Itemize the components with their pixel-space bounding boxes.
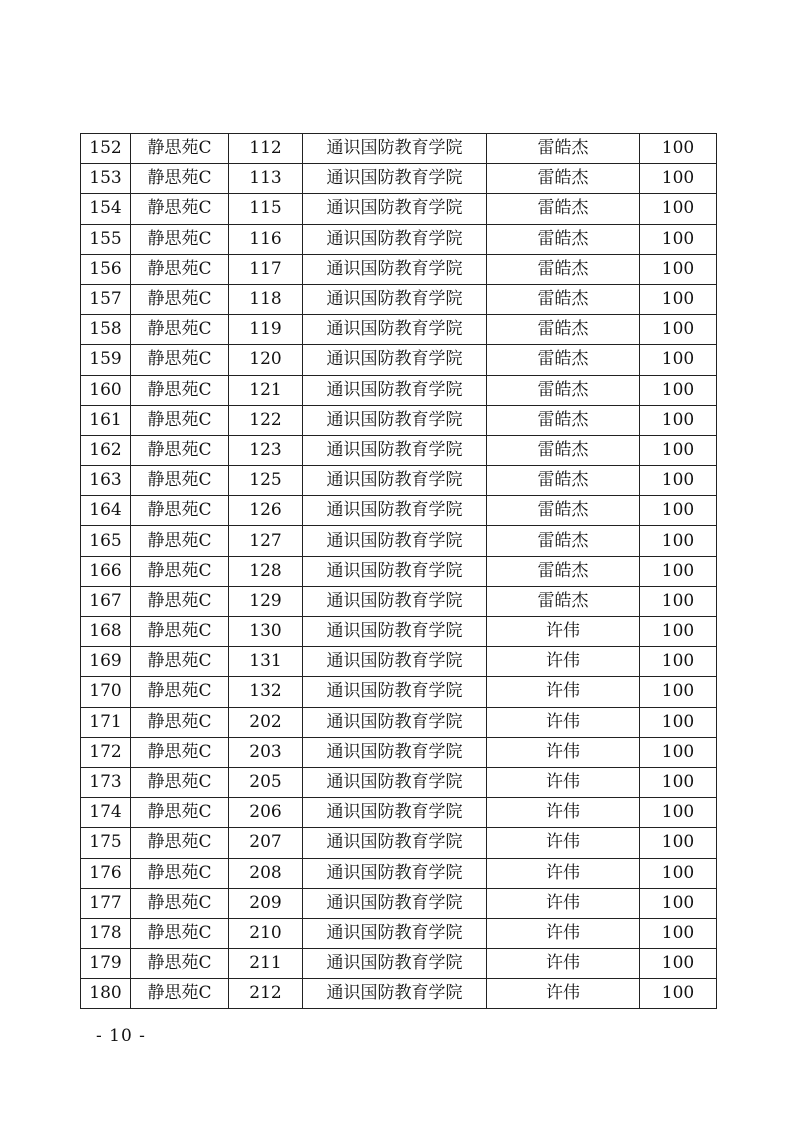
cell-counselor: 雷皓杰 bbox=[487, 224, 640, 254]
cell-building: 静思苑C bbox=[131, 707, 229, 737]
cell-college: 通识国防教育学院 bbox=[303, 737, 487, 767]
cell-college: 通识国防教育学院 bbox=[303, 858, 487, 888]
cell-row-index: 161 bbox=[81, 405, 131, 435]
cell-room-number: 205 bbox=[229, 767, 303, 797]
cell-counselor: 许伟 bbox=[487, 737, 640, 767]
cell-room-number: 120 bbox=[229, 345, 303, 375]
cell-score: 100 bbox=[640, 556, 717, 586]
cell-score: 100 bbox=[640, 647, 717, 677]
cell-row-index: 167 bbox=[81, 586, 131, 616]
cell-room-number: 208 bbox=[229, 858, 303, 888]
cell-room-number: 210 bbox=[229, 918, 303, 948]
table-row bbox=[81, 858, 717, 888]
cell-counselor: 雷皓杰 bbox=[487, 194, 640, 224]
cell-score: 100 bbox=[640, 164, 717, 194]
cell-score: 100 bbox=[640, 617, 717, 647]
cell-building: 静思苑C bbox=[131, 949, 229, 979]
table-row bbox=[81, 767, 717, 797]
cell-row-index: 170 bbox=[81, 677, 131, 707]
cell-college: 通识国防教育学院 bbox=[303, 194, 487, 224]
cell-building: 静思苑C bbox=[131, 375, 229, 405]
cell-score: 100 bbox=[640, 134, 717, 164]
cell-score: 100 bbox=[640, 435, 717, 465]
cell-score: 100 bbox=[640, 224, 717, 254]
table-row bbox=[81, 828, 717, 858]
table-row bbox=[81, 284, 717, 314]
cell-building: 静思苑C bbox=[131, 466, 229, 496]
cell-score: 100 bbox=[640, 194, 717, 224]
cell-row-index: 164 bbox=[81, 496, 131, 526]
cell-room-number: 121 bbox=[229, 375, 303, 405]
cell-room-number: 113 bbox=[229, 164, 303, 194]
table-row bbox=[81, 979, 717, 1009]
table-row bbox=[81, 798, 717, 828]
cell-building: 静思苑C bbox=[131, 134, 229, 164]
cell-room-number: 202 bbox=[229, 707, 303, 737]
cell-counselor: 雷皓杰 bbox=[487, 284, 640, 314]
cell-row-index: 179 bbox=[81, 949, 131, 979]
cell-row-index: 155 bbox=[81, 224, 131, 254]
cell-college: 通识国防教育学院 bbox=[303, 918, 487, 948]
cell-row-index: 156 bbox=[81, 254, 131, 284]
table-row bbox=[81, 254, 717, 284]
cell-room-number: 129 bbox=[229, 586, 303, 616]
table-row bbox=[81, 224, 717, 254]
cell-building: 静思苑C bbox=[131, 194, 229, 224]
table-row bbox=[81, 918, 717, 948]
cell-counselor: 雷皓杰 bbox=[487, 466, 640, 496]
cell-counselor: 雷皓杰 bbox=[487, 345, 640, 375]
cell-counselor: 雷皓杰 bbox=[487, 526, 640, 556]
cell-score: 100 bbox=[640, 526, 717, 556]
cell-room-number: 122 bbox=[229, 405, 303, 435]
cell-counselor: 许伟 bbox=[487, 707, 640, 737]
cell-score: 100 bbox=[640, 496, 717, 526]
dormitory-table bbox=[80, 133, 717, 1009]
table-row bbox=[81, 949, 717, 979]
cell-college: 通识国防教育学院 bbox=[303, 647, 487, 677]
cell-score: 100 bbox=[640, 828, 717, 858]
cell-room-number: 127 bbox=[229, 526, 303, 556]
cell-score: 100 bbox=[640, 284, 717, 314]
cell-building: 静思苑C bbox=[131, 918, 229, 948]
cell-score: 100 bbox=[640, 375, 717, 405]
cell-score: 100 bbox=[640, 979, 717, 1009]
cell-building: 静思苑C bbox=[131, 405, 229, 435]
cell-room-number: 211 bbox=[229, 949, 303, 979]
cell-room-number: 118 bbox=[229, 284, 303, 314]
cell-counselor: 雷皓杰 bbox=[487, 254, 640, 284]
cell-row-index: 154 bbox=[81, 194, 131, 224]
cell-room-number: 125 bbox=[229, 466, 303, 496]
cell-row-index: 160 bbox=[81, 375, 131, 405]
table-row bbox=[81, 315, 717, 345]
table-row bbox=[81, 737, 717, 767]
cell-college: 通识国防教育学院 bbox=[303, 526, 487, 556]
cell-room-number: 112 bbox=[229, 134, 303, 164]
table-row bbox=[81, 556, 717, 586]
cell-college: 通识国防教育学院 bbox=[303, 345, 487, 375]
cell-building: 静思苑C bbox=[131, 496, 229, 526]
cell-college: 通识国防教育学院 bbox=[303, 224, 487, 254]
cell-score: 100 bbox=[640, 315, 717, 345]
cell-counselor: 雷皓杰 bbox=[487, 586, 640, 616]
cell-building: 静思苑C bbox=[131, 164, 229, 194]
cell-building: 静思苑C bbox=[131, 858, 229, 888]
cell-college: 通识国防教育学院 bbox=[303, 254, 487, 284]
table-row bbox=[81, 345, 717, 375]
cell-building: 静思苑C bbox=[131, 435, 229, 465]
cell-counselor: 雷皓杰 bbox=[487, 405, 640, 435]
cell-counselor: 许伟 bbox=[487, 647, 640, 677]
cell-score: 100 bbox=[640, 466, 717, 496]
cell-college: 通识国防教育学院 bbox=[303, 888, 487, 918]
table-row bbox=[81, 707, 717, 737]
cell-row-index: 153 bbox=[81, 164, 131, 194]
cell-college: 通识国防教育学院 bbox=[303, 828, 487, 858]
cell-college: 通识国防教育学院 bbox=[303, 284, 487, 314]
cell-row-index: 177 bbox=[81, 888, 131, 918]
cell-room-number: 206 bbox=[229, 798, 303, 828]
cell-score: 100 bbox=[640, 586, 717, 616]
cell-room-number: 130 bbox=[229, 617, 303, 647]
cell-building: 静思苑C bbox=[131, 345, 229, 375]
cell-row-index: 168 bbox=[81, 617, 131, 647]
cell-score: 100 bbox=[640, 405, 717, 435]
cell-room-number: 212 bbox=[229, 979, 303, 1009]
cell-college: 通识国防教育学院 bbox=[303, 466, 487, 496]
table-row bbox=[81, 586, 717, 616]
cell-row-index: 165 bbox=[81, 526, 131, 556]
cell-row-index: 173 bbox=[81, 767, 131, 797]
cell-college: 通识国防教育学院 bbox=[303, 586, 487, 616]
cell-building: 静思苑C bbox=[131, 526, 229, 556]
cell-row-index: 169 bbox=[81, 647, 131, 677]
cell-college: 通识国防教育学院 bbox=[303, 435, 487, 465]
cell-row-index: 175 bbox=[81, 828, 131, 858]
cell-college: 通识国防教育学院 bbox=[303, 315, 487, 345]
cell-counselor: 雷皓杰 bbox=[487, 315, 640, 345]
cell-row-index: 158 bbox=[81, 315, 131, 345]
table-row bbox=[81, 164, 717, 194]
cell-counselor: 许伟 bbox=[487, 949, 640, 979]
cell-college: 通识国防教育学院 bbox=[303, 767, 487, 797]
cell-college: 通识国防教育学院 bbox=[303, 496, 487, 526]
cell-room-number: 115 bbox=[229, 194, 303, 224]
cell-college: 通识国防教育学院 bbox=[303, 798, 487, 828]
cell-score: 100 bbox=[640, 918, 717, 948]
cell-row-index: 163 bbox=[81, 466, 131, 496]
cell-score: 100 bbox=[640, 767, 717, 797]
cell-college: 通识国防教育学院 bbox=[303, 556, 487, 586]
cell-room-number: 126 bbox=[229, 496, 303, 526]
cell-score: 100 bbox=[640, 858, 717, 888]
cell-counselor: 雷皓杰 bbox=[487, 556, 640, 586]
cell-counselor: 许伟 bbox=[487, 767, 640, 797]
cell-building: 静思苑C bbox=[131, 556, 229, 586]
cell-room-number: 209 bbox=[229, 888, 303, 918]
cell-building: 静思苑C bbox=[131, 586, 229, 616]
cell-counselor: 许伟 bbox=[487, 798, 640, 828]
cell-building: 静思苑C bbox=[131, 224, 229, 254]
table-row bbox=[81, 526, 717, 556]
cell-college: 通识国防教育学院 bbox=[303, 617, 487, 647]
cell-room-number: 131 bbox=[229, 647, 303, 677]
cell-counselor: 许伟 bbox=[487, 617, 640, 647]
cell-score: 100 bbox=[640, 888, 717, 918]
cell-counselor: 许伟 bbox=[487, 828, 640, 858]
cell-building: 静思苑C bbox=[131, 677, 229, 707]
table-row bbox=[81, 647, 717, 677]
cell-room-number: 203 bbox=[229, 737, 303, 767]
table-body bbox=[81, 134, 717, 1009]
cell-college: 通识国防教育学院 bbox=[303, 375, 487, 405]
table-row bbox=[81, 496, 717, 526]
table-row bbox=[81, 677, 717, 707]
cell-room-number: 119 bbox=[229, 315, 303, 345]
cell-room-number: 132 bbox=[229, 677, 303, 707]
cell-college: 通识国防教育学院 bbox=[303, 677, 487, 707]
cell-room-number: 207 bbox=[229, 828, 303, 858]
cell-room-number: 123 bbox=[229, 435, 303, 465]
page-number: - 10 - bbox=[96, 1026, 146, 1046]
cell-building: 静思苑C bbox=[131, 315, 229, 345]
cell-counselor: 许伟 bbox=[487, 918, 640, 948]
table-row bbox=[81, 617, 717, 647]
cell-counselor: 许伟 bbox=[487, 888, 640, 918]
cell-college: 通识国防教育学院 bbox=[303, 707, 487, 737]
cell-building: 静思苑C bbox=[131, 737, 229, 767]
table-row bbox=[81, 194, 717, 224]
cell-college: 通识国防教育学院 bbox=[303, 405, 487, 435]
cell-row-index: 159 bbox=[81, 345, 131, 375]
cell-row-index: 171 bbox=[81, 707, 131, 737]
cell-score: 100 bbox=[640, 798, 717, 828]
table-row bbox=[81, 435, 717, 465]
cell-counselor: 许伟 bbox=[487, 677, 640, 707]
cell-building: 静思苑C bbox=[131, 617, 229, 647]
table-row bbox=[81, 405, 717, 435]
cell-score: 100 bbox=[640, 707, 717, 737]
cell-college: 通识国防教育学院 bbox=[303, 979, 487, 1009]
table-row bbox=[81, 375, 717, 405]
cell-building: 静思苑C bbox=[131, 647, 229, 677]
table-row bbox=[81, 134, 717, 164]
cell-row-index: 178 bbox=[81, 918, 131, 948]
cell-counselor: 雷皓杰 bbox=[487, 496, 640, 526]
cell-counselor: 雷皓杰 bbox=[487, 375, 640, 405]
cell-row-index: 174 bbox=[81, 798, 131, 828]
cell-building: 静思苑C bbox=[131, 284, 229, 314]
cell-counselor: 许伟 bbox=[487, 979, 640, 1009]
table-row bbox=[81, 466, 717, 496]
cell-building: 静思苑C bbox=[131, 767, 229, 797]
cell-counselor: 许伟 bbox=[487, 858, 640, 888]
cell-row-index: 172 bbox=[81, 737, 131, 767]
cell-row-index: 162 bbox=[81, 435, 131, 465]
table-row bbox=[81, 888, 717, 918]
cell-score: 100 bbox=[640, 949, 717, 979]
cell-score: 100 bbox=[640, 254, 717, 284]
cell-score: 100 bbox=[640, 737, 717, 767]
cell-score: 100 bbox=[640, 677, 717, 707]
cell-row-index: 180 bbox=[81, 979, 131, 1009]
cell-building: 静思苑C bbox=[131, 254, 229, 284]
cell-row-index: 152 bbox=[81, 134, 131, 164]
cell-building: 静思苑C bbox=[131, 798, 229, 828]
cell-room-number: 116 bbox=[229, 224, 303, 254]
cell-room-number: 128 bbox=[229, 556, 303, 586]
cell-building: 静思苑C bbox=[131, 888, 229, 918]
cell-building: 静思苑C bbox=[131, 828, 229, 858]
cell-row-index: 157 bbox=[81, 284, 131, 314]
cell-score: 100 bbox=[640, 345, 717, 375]
cell-college: 通识国防教育学院 bbox=[303, 949, 487, 979]
cell-row-index: 176 bbox=[81, 858, 131, 888]
cell-building: 静思苑C bbox=[131, 979, 229, 1009]
cell-counselor: 雷皓杰 bbox=[487, 164, 640, 194]
cell-room-number: 117 bbox=[229, 254, 303, 284]
cell-row-index: 166 bbox=[81, 556, 131, 586]
cell-counselor: 雷皓杰 bbox=[487, 134, 640, 164]
cell-college: 通识国防教育学院 bbox=[303, 134, 487, 164]
cell-counselor: 雷皓杰 bbox=[487, 435, 640, 465]
cell-college: 通识国防教育学院 bbox=[303, 164, 487, 194]
